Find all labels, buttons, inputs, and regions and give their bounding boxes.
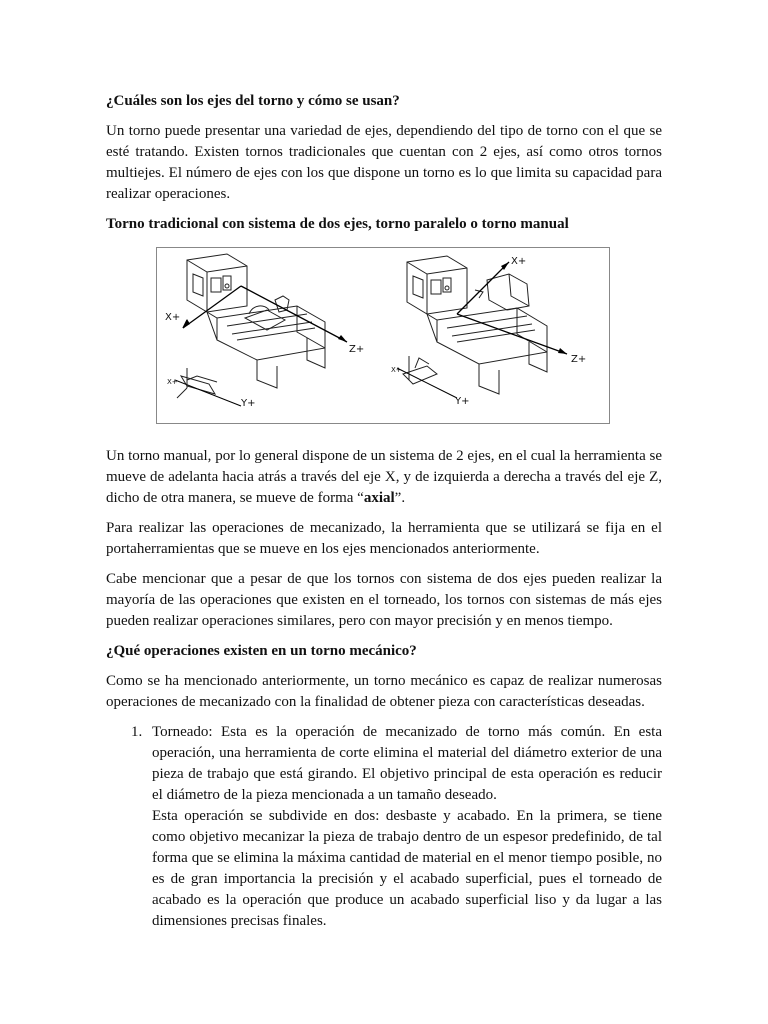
label-small-x-left: X+ [167,378,178,386]
label-z-right: Z+ [571,354,587,365]
label-x-left: X+ [165,312,181,323]
label-z-left: Z+ [349,344,365,355]
document-content [106,91,662,932]
paragraph-torno-manual [106,446,662,509]
small-tool-right [397,356,457,398]
lathe-right-drawing [407,256,547,394]
heading-operaciones: ¿Qué operaciones existen en un torno mecánico? [106,643,417,659]
label-y-right: Y+ [455,396,470,407]
paragraph-intro: Un torno puede presentar una variedad de ejes, dependiendo del tipo de torno con el que se esté tratando. Existen tornos tradicionales que cuentan con 2 ejes, así como otros tornos multiejes. El número de ejes con los que dispone un torno es lo que limita su capacidad para realizar operaciones. [106,123,662,202]
heading-torno-tradicional: Torno tradicional con sistema de dos ejes, torno paralelo o torno manual [106,216,569,232]
axial-bold: axial [363,490,395,506]
list-item-number: 1. [131,724,143,740]
small-tool-left [175,368,241,406]
paragraph-mas-ejes: Cabe mencionar que a pesar de que los tornos con sistema de dos ejes pueden realizar la mayoría de las operaciones que existen en el torneado, los tornos con sistemas de más ejes pueden realizar operaciones similares, pero con mayor precisión y en menos tiempo. [106,571,662,629]
heading-ejes-torno: ¿Cuáles son los ejes del torno y cómo se usan? [106,93,400,109]
lathe-axes-figure [156,247,610,424]
p2-text-start: Un torno manual, por lo general dispone de un sistema de 2 ejes, en el cual la herramienta se mueve de adelanta hacia atrás a través del eje X, y de izquierda a derecha a través del eje Z, dicho de otra manera, se mueve de forma “ [106,448,662,506]
lathe-axes-illustration [157,248,609,423]
operations-list [106,722,662,932]
label-y-left: Y+ [241,398,256,409]
paragraph-operaciones: Como se ha mencionado anteriormente, un torno mecánico es capaz de realizar numerosas operaciones de mecanizado con la finalidad de obtener pieza con características deseadas. [106,673,662,710]
list-item-text-1: Torneado: Esta es la operación de mecanizado de torno más común. En esta operación, una herramienta de corte elimina el material del diámetro exterior de una pieza de trabajo que está girando. El objetivo principal de esta operación es reducir el diámetro de la pieza mencionada a un tamaño deseado. [152,724,662,803]
p2-text-end: ”. [394,490,406,506]
label-small-x-right: X+ [391,366,402,374]
list-item [131,722,662,932]
list-item-text-2: Esta operación se subdivide en dos: desbaste y acabado. En la primera, se tiene como objetivo mecanizar la pieza de trabajo dentro de un espesor predefinido, de tal forma que se elimina la máxima cantidad de material en el menor tiempo posible, no es de gran importancia la precisión y el acabado superficial, pues el torneado de acabado es la operación que produce un acabado superficial liso y da lugar a las dimensiones precisas finales. [152,808,662,929]
paragraph-portaherramientas: Para realizar las operaciones de mecanizado, la herramienta que se utilizará se fija en el portaherramientas que se mueve en los ejes mencionados anteriormente. [106,520,662,557]
label-x-right: X+ [511,256,527,267]
lathe-left-drawing [187,254,325,388]
